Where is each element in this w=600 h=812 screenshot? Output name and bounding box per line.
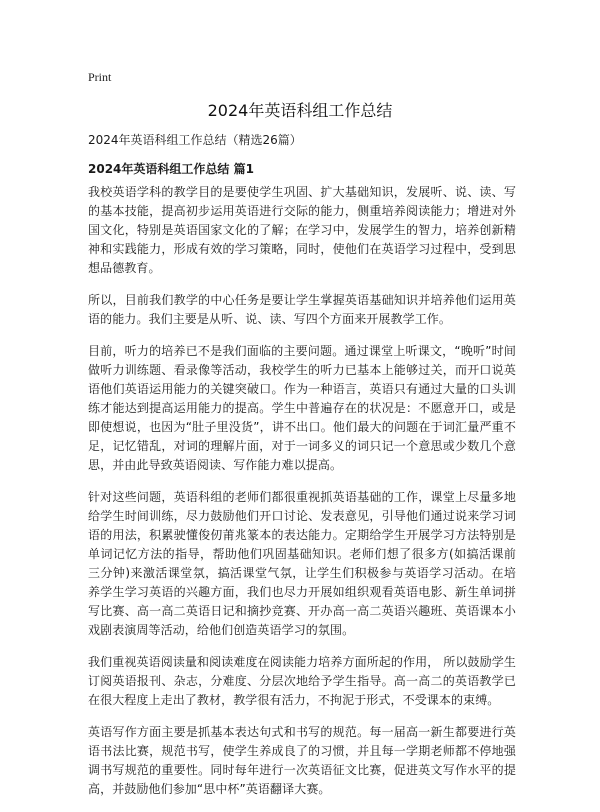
document-subtitle: 2024年英语科组工作总结（精选26篇）: [88, 133, 302, 147]
paragraph-4: 针对这些问题，英语科组的老师们都很重视抓英语基础的工作，课堂上尽量多地给学生时间训练，尽力鼓励他们开口讨论、发表意见，引导他们通过说来学习词语的用法，积累驶懂俊仞莆兆篆本的表达能力。定期给学生开展学习方法特别是单词记忆方法的指导，帮助他们巩固基础知识。老师们想了很多方(如搞活课前三分钟)来激活课堂氛，搞活课堂气氛，让学生们积极参与英语学习活动。在培养学生学习英语的兴趣方面，我们也尽力开展如组织观看英语电影、新生单词拼写比赛、高一高二英语日记和摘抄竞赛、开办高一高二英语兴趣班、英语课本小戏剧表演周等活动，给他们创造英语学习的氛围。: [88, 490, 516, 637]
paragraph-1: 我校英语学科的教学目的是要使学生巩固、扩大基础知识，发展听、说、读、写的基本技能，提高初步运用英语进行交际的能力，侧重培养阅读能力；增进对外国文化，特别是英语国家文化的了解；在学习中，发展学生的智力，培养创新精神和实践能力，形成有效的学习策略，同时，使他们在英语学习过程中，受到思想品德教育。: [88, 185, 516, 275]
paragraph-6: 英语写作方面主要是抓基本表达句式和书写的规范。每一届高一新生都要进行英语书法比赛，规范书写，使学生养成良了的习惯，并且每一学期老师都不停地强调书写规范的重要性。同时每年进行一次英语征文比赛，促进英文写作水平的提高，并鼓励他们参加“思中杯”英语翻译大赛。: [88, 725, 516, 796]
paragraph-3: 目前，听力的培养已不是我们面临的主要问题。通过课堂上听课文，“晚听”时间做听力训练题、看录像等活动，我校学生的听力已基本上能够过关，而开口说英语他们英语运用能力的关键突破口。作为一种语言，英语只有通过大量的口头训练才能达到提高运用能力的提高。学生中普遍存在的状况是：不愿意开口，或是即使想说，也因为“肚子里没货”，讲不出口。他们最大的问题在于词汇量严重不足，记忆错乱，对词的理解片面，对于一词多义的词只记一个意思或少数几个意思，并由此导致英语阅读、写作能力难以提高。: [88, 344, 516, 472]
body-text: [88, 183, 516, 812]
paragraph-2: 所以，目前我们教学的中心任务是要让学生掌握英语基础知识并培养他们运用英语的能力。我们主要是从听、说、读、写四个方面来开展教学工作。: [88, 293, 516, 326]
page-title: 2024年英语科组工作总结: [207, 101, 393, 120]
paragraph-5: 我们重视英语阅读量和阅读难度在阅读能力培养方面所起的作用， 所以鼓励学生订阅英语报刊、杂志，分难度、分层次地给予学生指导。高一高二的英语教学已在很大程度上走出了教材，教学很有活力，不拘泥于形式，不受课本的束缚。: [88, 655, 516, 707]
print-link[interactable]: Print: [88, 70, 112, 84]
section-heading: 2024年英语科组工作总结 篇1: [88, 162, 254, 176]
